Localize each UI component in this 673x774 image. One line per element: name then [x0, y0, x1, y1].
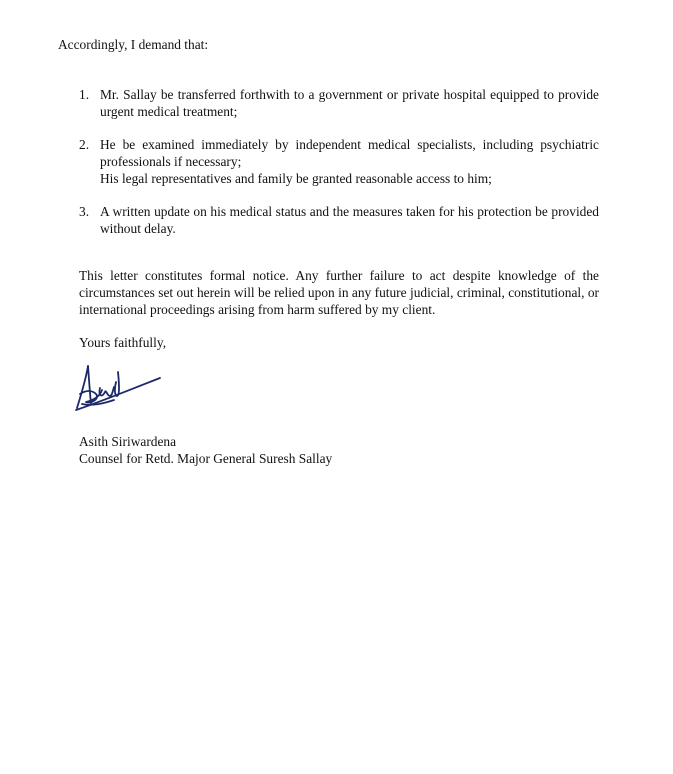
handwritten-signature: [74, 360, 166, 416]
demand-number: 3.: [79, 204, 90, 219]
closing-salutation: Yours faithfully,: [79, 335, 167, 350]
formal-notice-paragraph: This letter constitutes formal notice. Any further failure to act despite knowledge of the circumstances set out herein will be relied upon in any future judicial, criminal, constitutional, or international proceedings arising from harm suffered by my client.: [79, 268, 599, 317]
demand-item: [79, 203, 599, 237]
demand-text: He be examined immediately by independent medical specialists, including psychiatric professionals if necessary;: [100, 137, 599, 169]
demand-text: A written update on his medical status and the measures taken for his protection be provided without delay.: [100, 204, 599, 236]
demand-item: [79, 86, 599, 120]
demand-text: Mr. Sallay be transferred forthwith to a government or private hospital equipped to provide urgent medical treatment;: [100, 87, 599, 119]
demand-number: 2.: [79, 137, 90, 152]
demand-list: [79, 86, 599, 253]
intro-line: Accordingly, I demand that:: [58, 37, 209, 52]
signatory-title: Counsel for Retd. Major General Suresh Sallay: [79, 451, 333, 466]
demand-number: 1.: [79, 87, 90, 102]
demand-text: His legal representatives and family be granted reasonable access to him;: [100, 171, 492, 186]
demand-item: [79, 136, 599, 187]
signatory-name: Asith Siriwardena: [79, 434, 177, 449]
